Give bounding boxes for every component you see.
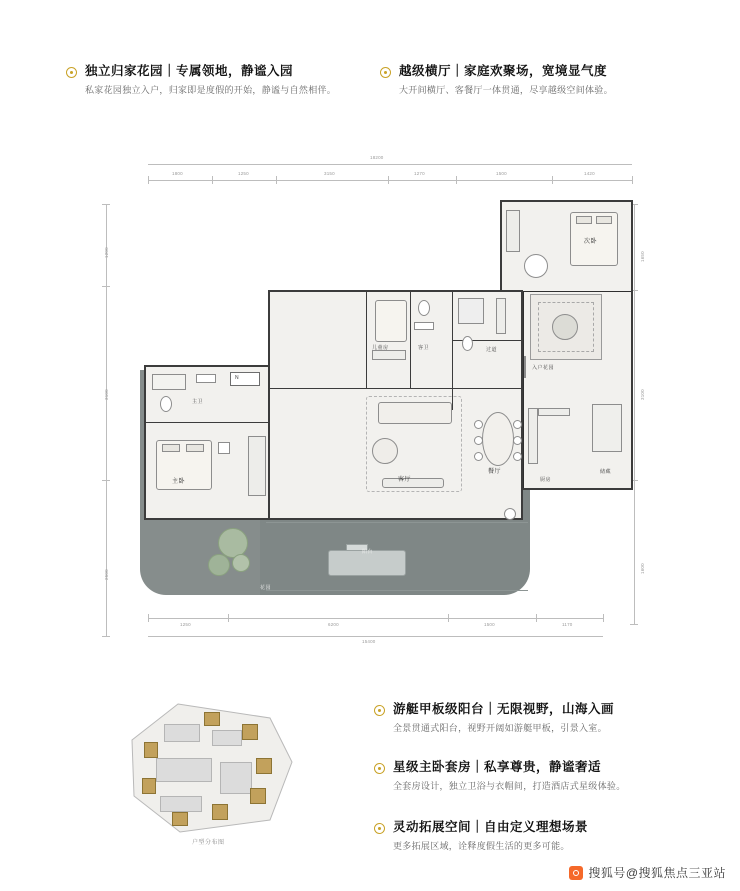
room-label-master-bath: 主卫 bbox=[192, 399, 204, 405]
dimension-tick bbox=[448, 614, 449, 622]
key-plan-room bbox=[156, 758, 212, 782]
wall-partition bbox=[366, 388, 522, 389]
desk bbox=[372, 350, 406, 360]
key-plan bbox=[120, 700, 310, 850]
room-label-storage: 储藏 bbox=[600, 469, 612, 475]
feature-title: 灵动拓展空间｜自由定义理想场景 bbox=[393, 820, 589, 834]
pillow bbox=[596, 216, 612, 224]
dining-chair bbox=[474, 436, 483, 445]
wall-segment bbox=[500, 200, 502, 292]
dimension-total-bottom: 15400 bbox=[362, 639, 376, 644]
room-label-entry-garden: 入户花园 bbox=[532, 365, 555, 371]
toilet-fixture bbox=[462, 336, 473, 351]
sink-fixture bbox=[196, 374, 216, 383]
feature-title: 星级主卧套房｜私享尊贵，静谧奢适 bbox=[393, 760, 602, 774]
feature-description: 全景贯通式阳台，视野开阔如游艇甲板，引景入室。 bbox=[393, 723, 607, 733]
pillow bbox=[576, 216, 592, 224]
dimension-tick bbox=[148, 176, 149, 184]
dimension-segment: 6200 bbox=[328, 622, 339, 627]
garden-tree bbox=[232, 554, 250, 572]
dimension-segment: 1170 bbox=[562, 622, 573, 627]
dimension-segment: 2500 bbox=[104, 569, 109, 580]
key-plan-highlight-unit bbox=[212, 804, 228, 820]
feature-description: 私家花园独立入户，归家即是度假的开始，静谧与自然相伴。 bbox=[85, 85, 337, 95]
feature-top-1 bbox=[66, 64, 366, 97]
dimension-line-bottom-2 bbox=[148, 636, 603, 637]
deck-railing bbox=[266, 590, 528, 591]
wall-segment bbox=[144, 518, 270, 520]
dimension-tick bbox=[102, 204, 110, 205]
wall-partition bbox=[452, 290, 453, 410]
bed-furniture bbox=[375, 300, 407, 342]
dining-chair bbox=[513, 452, 522, 461]
key-plan-highlight-unit bbox=[172, 812, 188, 826]
dimension-tick bbox=[388, 176, 389, 184]
wall-segment bbox=[144, 365, 270, 367]
bullet-icon bbox=[374, 763, 385, 774]
wardrobe bbox=[506, 210, 520, 252]
kitchen-counter bbox=[528, 408, 538, 464]
bullet-icon bbox=[374, 705, 385, 716]
room-label-kids: 儿童房 bbox=[372, 345, 389, 351]
dining-chair bbox=[513, 420, 522, 429]
wall-segment bbox=[268, 290, 270, 520]
feature-title: 游艇甲板级阳台｜无限视野，山海入画 bbox=[393, 702, 615, 716]
dimension-tick bbox=[212, 176, 213, 184]
wardrobe bbox=[248, 436, 266, 496]
bullet-icon bbox=[380, 67, 391, 78]
pillow bbox=[162, 444, 180, 452]
key-plan-highlight-unit bbox=[242, 724, 258, 740]
key-plan-caption: 户型分布图 bbox=[192, 840, 225, 846]
wall-segment bbox=[268, 290, 523, 292]
deck-corner-radius bbox=[504, 508, 516, 520]
feature-bottom-2 bbox=[374, 760, 704, 793]
entry-door bbox=[524, 356, 526, 378]
dimension-segment: 1200 bbox=[104, 247, 109, 258]
pillow bbox=[186, 444, 204, 452]
feature-title: 越级横厅｜家庭欢聚场，宽境显气度 bbox=[399, 64, 608, 78]
room-label-master-bedroom: 主卧 bbox=[172, 479, 186, 485]
sink-fixture bbox=[414, 322, 434, 330]
dimension-line-bottom bbox=[148, 618, 603, 619]
room-label-corridor: 过道 bbox=[486, 347, 498, 353]
toilet-fixture bbox=[160, 396, 172, 412]
nightstand bbox=[218, 442, 230, 454]
room-label-dining: 餐厅 bbox=[488, 469, 502, 475]
feature-heading bbox=[374, 760, 704, 774]
room-label-bedroom2: 次卧 bbox=[584, 239, 598, 245]
shoe-cabinet bbox=[496, 298, 506, 334]
dimension-segment: 1270 bbox=[414, 171, 425, 176]
key-plan-room bbox=[212, 730, 242, 746]
feature-top-2 bbox=[380, 64, 680, 97]
feature-title: 独立归家花园｜专属领地，静谧入园 bbox=[85, 64, 294, 78]
wall-segment bbox=[631, 200, 633, 490]
dining-chair bbox=[513, 436, 522, 445]
bullet-icon bbox=[374, 823, 385, 834]
garden-tree bbox=[208, 554, 230, 576]
dimension-segment: 1250 bbox=[238, 171, 249, 176]
key-plan-room bbox=[220, 762, 252, 794]
room-label-balcony: 阳台 bbox=[362, 549, 374, 555]
wall-segment bbox=[500, 200, 633, 202]
dining-table bbox=[482, 412, 514, 466]
key-plan-room bbox=[160, 796, 202, 812]
sohu-logo-icon bbox=[569, 866, 583, 880]
storage-cabinet bbox=[592, 404, 622, 452]
feature-description: 全套房设计，独立卫浴与衣帽间，打造酒店式星级体验。 bbox=[393, 781, 626, 791]
floor-plan-drawing bbox=[100, 150, 645, 650]
wall-partition bbox=[268, 388, 368, 389]
dimension-line-top bbox=[148, 164, 632, 165]
dimension-tick bbox=[276, 176, 277, 184]
dimension-tick bbox=[228, 614, 229, 622]
key-plan-room bbox=[164, 724, 200, 742]
dimension-tick bbox=[552, 176, 553, 184]
toilet-fixture bbox=[418, 300, 430, 316]
dimension-total-top: 18200 bbox=[370, 155, 384, 160]
wall-partition bbox=[144, 422, 270, 423]
wall-partition bbox=[410, 290, 411, 388]
dimension-tick bbox=[536, 614, 537, 622]
dining-chair bbox=[474, 420, 483, 429]
room-label-living: 客厅 bbox=[398, 477, 412, 483]
dimension-line-right bbox=[634, 204, 635, 624]
dimension-segment: 1800 bbox=[172, 171, 183, 176]
watermark-text: 搜狐号@搜狐焦点三亚站 bbox=[588, 866, 726, 880]
feature-description: 更多拓展区域，诠释度假生活的更多可能。 bbox=[393, 841, 570, 851]
dimension-tick bbox=[148, 614, 149, 622]
dimension-line-top-2 bbox=[148, 180, 632, 181]
wall-segment bbox=[268, 518, 523, 520]
kitchen-counter bbox=[538, 408, 570, 416]
shower-area bbox=[458, 298, 484, 324]
feature-heading bbox=[374, 702, 704, 716]
dimension-segment: 1600 bbox=[640, 563, 645, 574]
dimension-segment: 1250 bbox=[180, 622, 191, 627]
room-label-guest-bath: 客卫 bbox=[418, 345, 430, 351]
feature-heading bbox=[66, 64, 366, 78]
dimension-tick bbox=[102, 636, 110, 637]
key-plan-highlight-unit bbox=[250, 788, 266, 804]
room-label-garden: 花园 bbox=[260, 585, 272, 591]
feature-bottom-1 bbox=[374, 702, 704, 735]
feature-bottom-3 bbox=[374, 820, 704, 853]
feature-heading bbox=[374, 820, 704, 834]
north-compass-marker bbox=[230, 372, 260, 386]
wall-partition bbox=[366, 290, 367, 388]
dining-chair bbox=[474, 452, 483, 461]
dimension-segment: 3150 bbox=[324, 171, 335, 176]
bathtub-fixture bbox=[152, 374, 186, 390]
wall-segment bbox=[144, 365, 146, 520]
dimension-segment: 3100 bbox=[640, 389, 645, 400]
dimension-segment: 3100 bbox=[104, 389, 109, 400]
dimension-segment: 1650 bbox=[640, 251, 645, 262]
watermark bbox=[569, 864, 726, 881]
dimension-tick bbox=[102, 286, 110, 287]
key-plan-highlight-unit bbox=[256, 758, 272, 774]
dimension-tick bbox=[102, 480, 110, 481]
dimension-segment: 1500 bbox=[496, 171, 507, 176]
wall-segment bbox=[523, 488, 633, 490]
deck-railing bbox=[266, 522, 528, 523]
dimension-tick bbox=[632, 176, 633, 184]
north-label: N bbox=[235, 375, 240, 381]
key-plan-highlight-unit bbox=[142, 778, 156, 794]
armchair bbox=[524, 254, 548, 278]
room-label-kitchen: 厨房 bbox=[540, 477, 552, 483]
wall-segment bbox=[521, 290, 523, 520]
courtyard-tree bbox=[552, 314, 578, 340]
dimension-segment: 1420 bbox=[584, 171, 595, 176]
key-plan-highlight-unit bbox=[144, 742, 158, 758]
dimension-segment: 1500 bbox=[484, 622, 495, 627]
dimension-tick bbox=[456, 176, 457, 184]
key-plan-highlight-unit bbox=[204, 712, 220, 726]
feature-description: 大开间横厅、客餐厅一体贯通，尽享越级空间体验。 bbox=[399, 85, 613, 95]
feature-heading bbox=[380, 64, 680, 78]
dimension-tick bbox=[630, 624, 638, 625]
area-rug bbox=[366, 396, 462, 492]
dimension-tick bbox=[603, 614, 604, 622]
bullet-icon bbox=[66, 67, 77, 78]
